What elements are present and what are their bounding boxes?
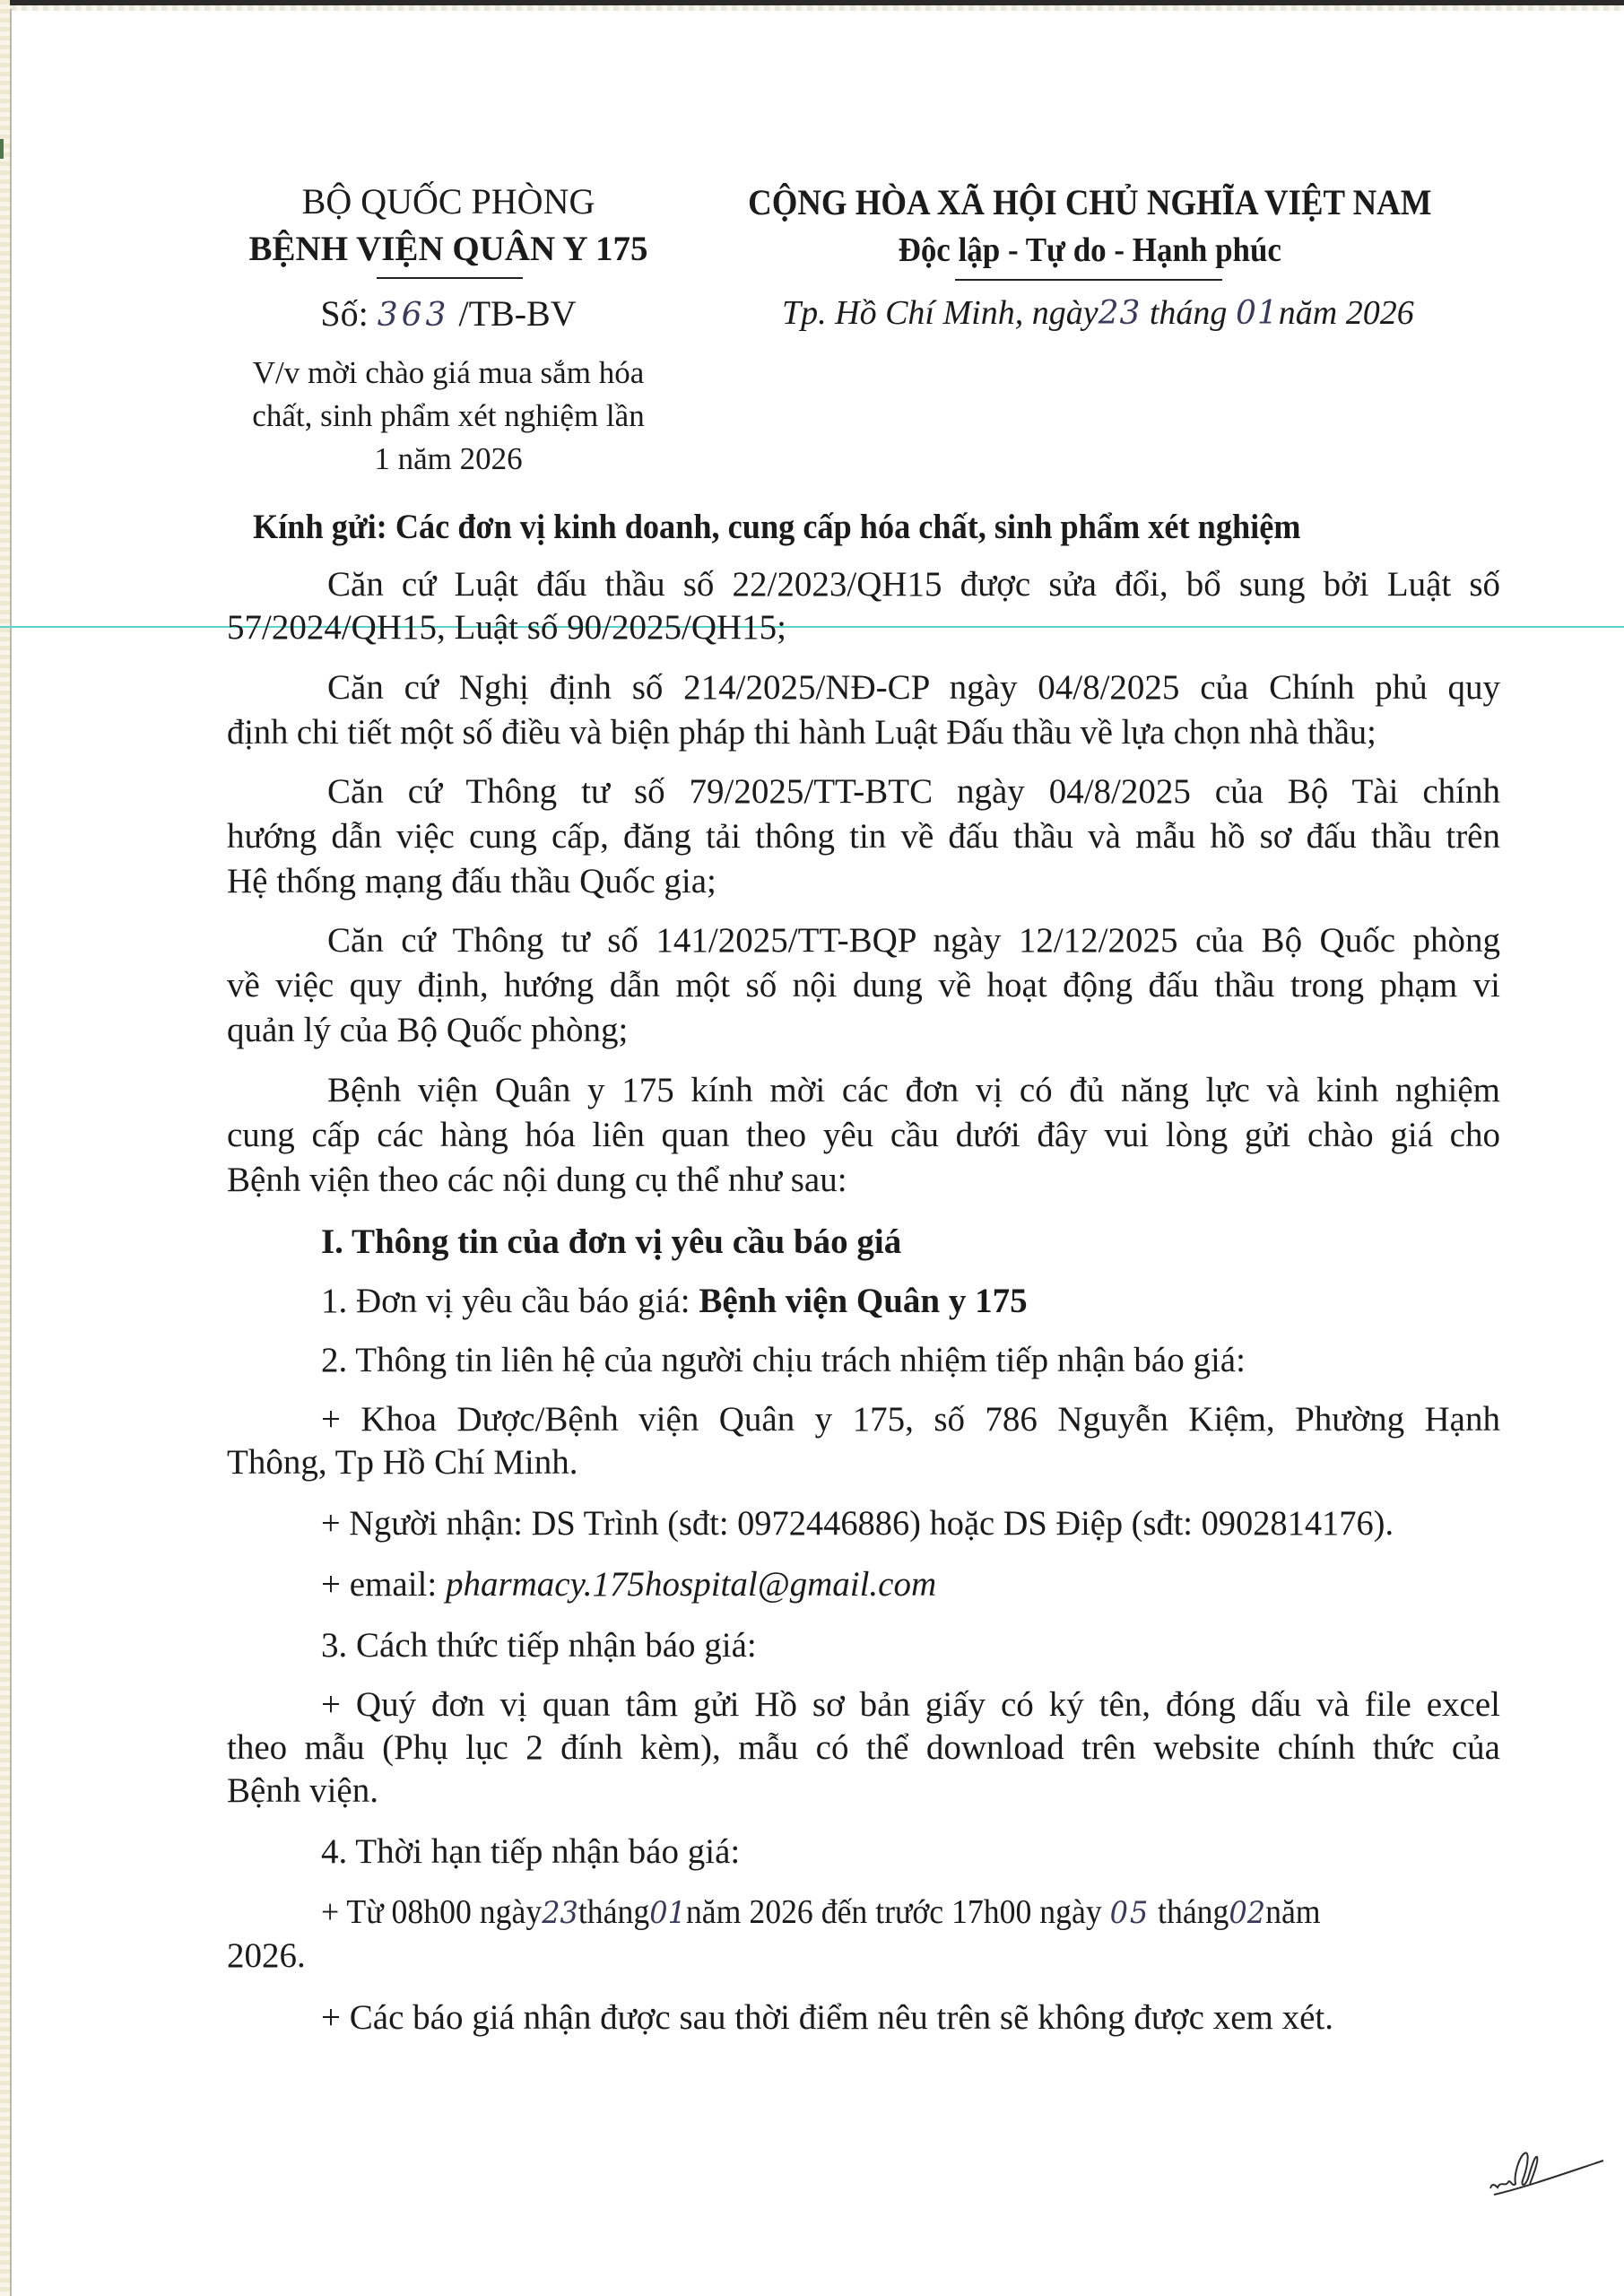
country-name [717, 182, 1462, 222]
scan-mark [0, 139, 4, 159]
recipient-text: + Người nhận: DS Trình (sđt: 0972446886) hoặc DS Điệp (sđt: 0902814176). [321, 1504, 1394, 1543]
date-month-handwritten: 01 [1235, 295, 1279, 332]
signature-initials [1489, 2148, 1605, 2220]
number-handwritten: 363 [377, 297, 450, 334]
number-label: Số: [320, 293, 369, 334]
p3-line3: Hệ thống mạng đấu thầu Quốc gia; [227, 862, 716, 900]
email-line [321, 1567, 936, 1602]
p5-line2: cung cấp các hàng hóa liên quan theo yêu cầu dưới đây vui lòng gửi chào giá cho [227, 1116, 1500, 1154]
p1-line1: Căn cứ Luật đấu thầu số 22/2023/QH15 được sửa đổi, bổ sung bởi Luật số [327, 565, 1500, 604]
deadline-line1 [321, 1895, 1385, 1929]
p3-line1: Căn cứ Thông tư số 79/2025/TT-BTC ngày 04/8/2025 của Bộ Tài chính [327, 772, 1500, 811]
subject-line-3: 1 năm 2026 [374, 441, 523, 476]
national-motto [717, 233, 1462, 267]
item-2: 2. Thông tin liên hệ của người chịu trách nhiệm tiếp nhận báo giá: [321, 1341, 1246, 1379]
deadline-line2: 2026. [227, 1936, 306, 1975]
deadline-part5: năm [1265, 1893, 1321, 1931]
subject-line-1: V/v mời chào giá mua sắm hóa [252, 355, 645, 390]
address-line1: + Khoa Dược/Bệnh viện Quân y 175, số 786 Nguyễn Kiệm, Phường Hạnh [321, 1400, 1500, 1439]
scan-edge-line [10, 9, 12, 2296]
deadline-part1: + Từ 08h00 ngày [321, 1893, 543, 1931]
ministry-name: BỘ QUỐC PHÒNG [301, 181, 595, 222]
p5-line3: Bệnh viện theo các nội dung cụ thể như sau: [227, 1161, 847, 1199]
email-value[interactable]: pharmacy.175hospital@gmail.com [445, 1565, 937, 1604]
deadline-line1-text [321, 1895, 1321, 1929]
item-1-value: Bệnh viện Quân y 175 [699, 1282, 1028, 1320]
deadline-part4: tháng [1158, 1893, 1229, 1931]
deadline-part2: tháng [578, 1893, 650, 1931]
date-prefix: Tp. Hồ Chí Minh, ngày [782, 294, 1099, 332]
section-1-title: I. Thông tin của đơn vị yêu cầu báo giá [321, 1222, 902, 1261]
deadline-part3: năm 2026 đến trước 17h00 ngày [685, 1893, 1102, 1931]
issue-date [782, 296, 1414, 330]
p4-line3: quản lý của Bộ Quốc phòng; [227, 1011, 629, 1049]
deadline-day1-handwritten: 23 [542, 1895, 578, 1931]
scan-border-left [0, 0, 10, 2296]
late-notice: + Các báo giá nhận được sau thời điểm nêu trên sẽ không được xem xét. [321, 1998, 1334, 2037]
item-1 [321, 1283, 1028, 1318]
number-suffix: /TB-BV [458, 293, 577, 334]
item-3: 3. Cách thức tiếp nhận báo giá: [321, 1626, 757, 1665]
addressee-text: Kính gửi: Các đơn vị kinh doanh, cung cấp hóa chất, sinh phẩm xét nghiệm [253, 508, 1301, 546]
header-right-underline [955, 279, 1222, 281]
header-left-underline [377, 277, 523, 279]
deadline-day2-handwritten: 05 [1109, 1895, 1151, 1931]
p4-line1: Căn cứ Thông tư số 141/2025/TT-BQP ngày 12/12/2025 của Bộ Quốc phòng [327, 921, 1500, 960]
item-4: 4. Thời hạn tiếp nhận báo giá: [321, 1832, 741, 1871]
scan-border-top-texture [0, 5, 1624, 11]
p2-line2-text: định chi tiết một số điều và biện pháp thi hành Luật Đấu thầu về lựa chọn nhà thầu; [227, 713, 1376, 752]
p3-line2: hướng dẫn việc cung cấp, đăng tải thông tin về đấu thầu và mẫu hồ sơ đấu thầu trên [227, 817, 1500, 856]
item-3-detail-line2: theo mẫu (Phụ lục 2 đính kèm), mẫu có thể download trên website chính thức của [227, 1728, 1500, 1767]
p2-line1: Căn cứ Nghị định số 214/2025/NĐ-CP ngày 04/8/2025 của Chính phủ quy [327, 668, 1500, 707]
item-1-label: 1. Đơn vị yêu cầu báo giá: [321, 1282, 690, 1320]
p5-line1: Bệnh viện Quân y 175 kính mời các đơn vị có đủ năng lực và kinh nghiệm [327, 1071, 1500, 1109]
email-label: + email: [321, 1565, 438, 1604]
country-name-text: CỘNG HÒA XÃ HỘI CHỦ NGHĨA VIỆT NAM [747, 182, 1432, 222]
p2-line2 [227, 715, 1500, 750]
date-day-handwritten: 23 [1098, 295, 1142, 332]
subject-line-2: chất, sinh phẩm xét nghiệm lần [252, 398, 645, 433]
deadline-month2-handwritten: 02 [1229, 1895, 1266, 1931]
p4-line2: về việc quy định, hướng dẫn một số nội dung về hoạt động đấu thầu trong phạm vi [227, 966, 1500, 1004]
organization-name: BỆNH VIỆN QUÂN Y 175 [248, 230, 648, 268]
item-3-detail-line3: Bệnh viện. [227, 1771, 378, 1810]
document-number [179, 293, 717, 334]
date-year: năm 2026 [1278, 294, 1414, 332]
date-month-label: tháng [1149, 294, 1228, 332]
national-motto-text: Độc lập - Tự do - Hạnh phúc [898, 231, 1281, 269]
p1-line2: 57/2024/QH15, Luật số 90/2025/QH15; [227, 608, 786, 647]
item-3-detail-line1: + Quý đơn vị quan tâm gửi Hồ sơ bản giấy có ký tên, đóng dấu và file excel [321, 1685, 1500, 1724]
addressee [253, 509, 1379, 544]
address-line2: Thông, Tp Hồ Chí Minh. [227, 1443, 578, 1482]
recipient-line [321, 1506, 1500, 1541]
deadline-month1-handwritten: 01 [649, 1895, 686, 1931]
